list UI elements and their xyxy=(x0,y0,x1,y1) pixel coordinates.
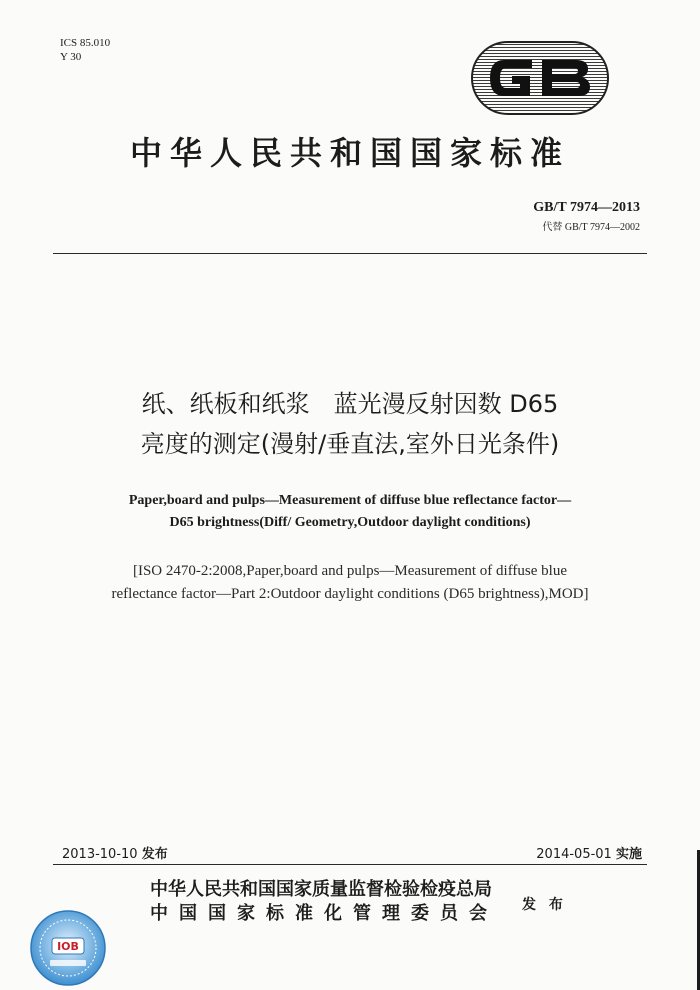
replaces-standard: 代替 GB/T 7974—2002 xyxy=(542,222,640,233)
implement-date-value: 2014-05-01 xyxy=(536,847,612,862)
seal-text: IOB xyxy=(57,940,79,953)
issue-date xyxy=(62,843,168,862)
iso-reference xyxy=(0,560,700,606)
iso-ref-line: [ISO 2470-2:2008,Paper,board and pulps—Measurement of diffuse blue xyxy=(132,563,568,579)
implement-date xyxy=(536,843,642,862)
standard-title: 中华人民共和国国家标准 xyxy=(129,134,570,172)
title-cn-line: 纸、纸板和纸浆 蓝光漫反射因数 D65 xyxy=(141,390,559,418)
document-title-cn xyxy=(0,384,700,464)
publish-label: 发 布 xyxy=(522,897,567,913)
gb-logo xyxy=(470,40,610,116)
issuing-authorities xyxy=(150,878,498,926)
title-en-line: Paper,board and pulps—Measurement of diffuse blue reflectance factor— xyxy=(128,493,572,508)
issue-label: 发布 xyxy=(141,847,168,862)
header-divider xyxy=(53,253,647,254)
ics-code: ICS 85.010 xyxy=(60,37,111,49)
ccs-code: Y 30 xyxy=(60,51,82,63)
standard-number: GB/T 7974—2013 xyxy=(533,200,640,215)
classification-codes xyxy=(60,36,110,64)
footer-divider xyxy=(53,864,647,865)
implement-label: 实施 xyxy=(615,847,642,862)
issuer-line-1: 中华人民共和国国家质量监督检验检疫总局 xyxy=(150,879,492,900)
anti-counterfeit-seal-icon xyxy=(28,908,108,988)
document-title-en xyxy=(0,490,700,534)
iso-ref-line: reflectance factor—Part 2:Outdoor daylight conditions (D65 brightness),MOD] xyxy=(111,586,589,602)
issue-date-value: 2013-10-10 xyxy=(62,847,138,862)
title-cn-line: 亮度的测定(漫射/垂直法,室外日光条件) xyxy=(140,430,560,458)
issuer-line-2: 中国国家标准化管理委员会 xyxy=(150,903,498,924)
title-en-line: D65 brightness(Diff/ Geometry,Outdoor daylight conditions) xyxy=(169,515,531,530)
standard-number-block xyxy=(533,200,640,233)
